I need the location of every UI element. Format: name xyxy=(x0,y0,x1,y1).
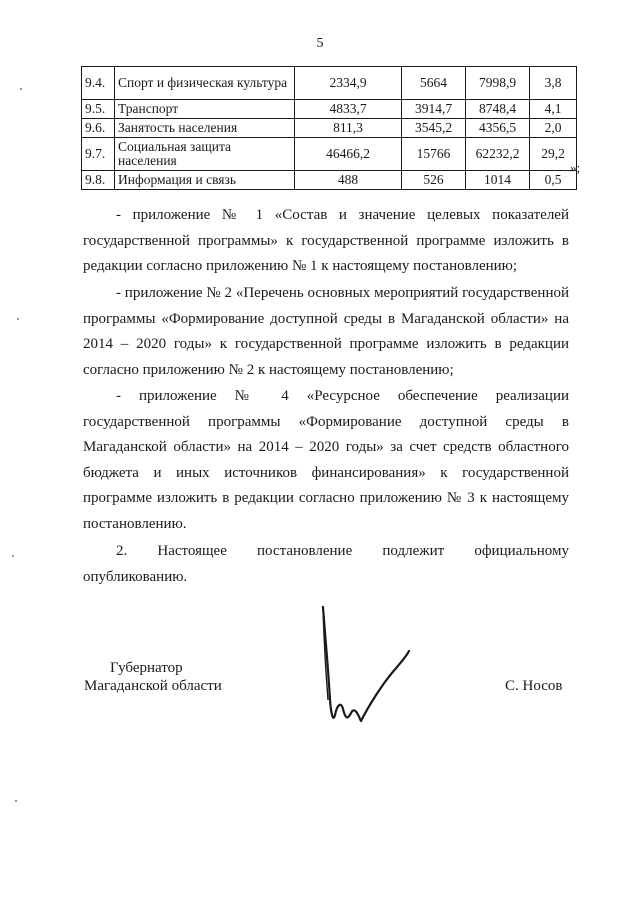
paragraph-text: - приложение № 4 «Ресурсное обеспечение реализации государственной программы «Формирование доступной среды в Магаданской области» на 2014 – 2020 годы» за счет средств областного бюджета и иных источников финансирования» к государственной программе изложить в редакции согласно приложению № 3 к настоящему постановлению. xyxy=(83,388,569,532)
paragraph-appendix-2 xyxy=(83,281,569,383)
governor-name: С. Носов xyxy=(505,678,563,694)
governor-region: Магаданской области xyxy=(84,678,222,694)
page-number: 5 xyxy=(316,36,324,51)
cell-value: 526 xyxy=(402,171,466,190)
row-number: 9.8. xyxy=(82,171,115,190)
scan-speck xyxy=(15,800,17,802)
budget-table xyxy=(81,66,577,190)
cell-value: 2,0 xyxy=(530,119,577,138)
table-row xyxy=(82,138,577,171)
paragraph-text: 2. Настоящее постановление подлежит официальному опубликованию. xyxy=(83,543,569,585)
row-label: Социальная защита населения xyxy=(115,138,295,171)
row-label: Спорт и физическая культура xyxy=(115,67,295,100)
row-number: 9.5. xyxy=(82,100,115,119)
table-closing-quote: »; xyxy=(570,160,581,175)
cell-value: 3914,7 xyxy=(402,100,466,119)
paragraph-appendix-4 xyxy=(83,384,569,537)
cell-value: 4833,7 xyxy=(295,100,402,119)
cell-value: 62232,2 xyxy=(466,138,530,171)
cell-value: 7998,9 xyxy=(466,67,530,100)
row-label: Транспорт xyxy=(115,100,295,119)
cell-value: 4356,5 xyxy=(466,119,530,138)
governor-title: Губернатор xyxy=(110,660,183,676)
table-row xyxy=(82,171,577,190)
row-label: Информация и связь xyxy=(115,171,295,190)
cell-value: 0,5 xyxy=(530,171,577,190)
handwritten-signature xyxy=(315,605,425,740)
cell-value: 3,8 xyxy=(530,67,577,100)
cell-value: 3545,2 xyxy=(402,119,466,138)
row-number: 9.4. xyxy=(82,67,115,100)
paragraph-text: - приложение № 2 «Перечень основных мероприятий государственной программы «Формирование доступной среды в Магаданской области» на 2014 – 2020 годы» к государственной программе изложить в редакции согласно приложению № 2 к настоящему постановлению; xyxy=(83,285,569,378)
cell-value: 8748,4 xyxy=(466,100,530,119)
cell-value: 46466,2 xyxy=(295,138,402,171)
scan-speck xyxy=(17,318,19,320)
cell-value: 2334,9 xyxy=(295,67,402,100)
scan-speck xyxy=(20,88,22,90)
cell-value: 811,3 xyxy=(295,119,402,138)
cell-value: 488 xyxy=(295,171,402,190)
cell-value: 29,2 xyxy=(530,138,577,171)
paragraph-publication xyxy=(83,539,569,590)
paragraph-appendix-1 xyxy=(83,203,569,280)
cell-value: 1014 xyxy=(466,171,530,190)
cell-value: 15766 xyxy=(402,138,466,171)
scan-speck xyxy=(12,555,14,557)
cell-value: 5664 xyxy=(402,67,466,100)
row-label: Занятость населения xyxy=(115,119,295,138)
table-row xyxy=(82,100,577,119)
table-row xyxy=(82,119,577,138)
cell-value: 4,1 xyxy=(530,100,577,119)
paragraph-text: - приложение № 1 «Состав и значение целевых показателей государственной программы» к государственной программе изложить в редакции согласно приложению № 1 к настоящему постановлению; xyxy=(83,207,569,274)
row-number: 9.7. xyxy=(82,138,115,171)
table-row xyxy=(82,67,577,100)
row-number: 9.6. xyxy=(82,119,115,138)
